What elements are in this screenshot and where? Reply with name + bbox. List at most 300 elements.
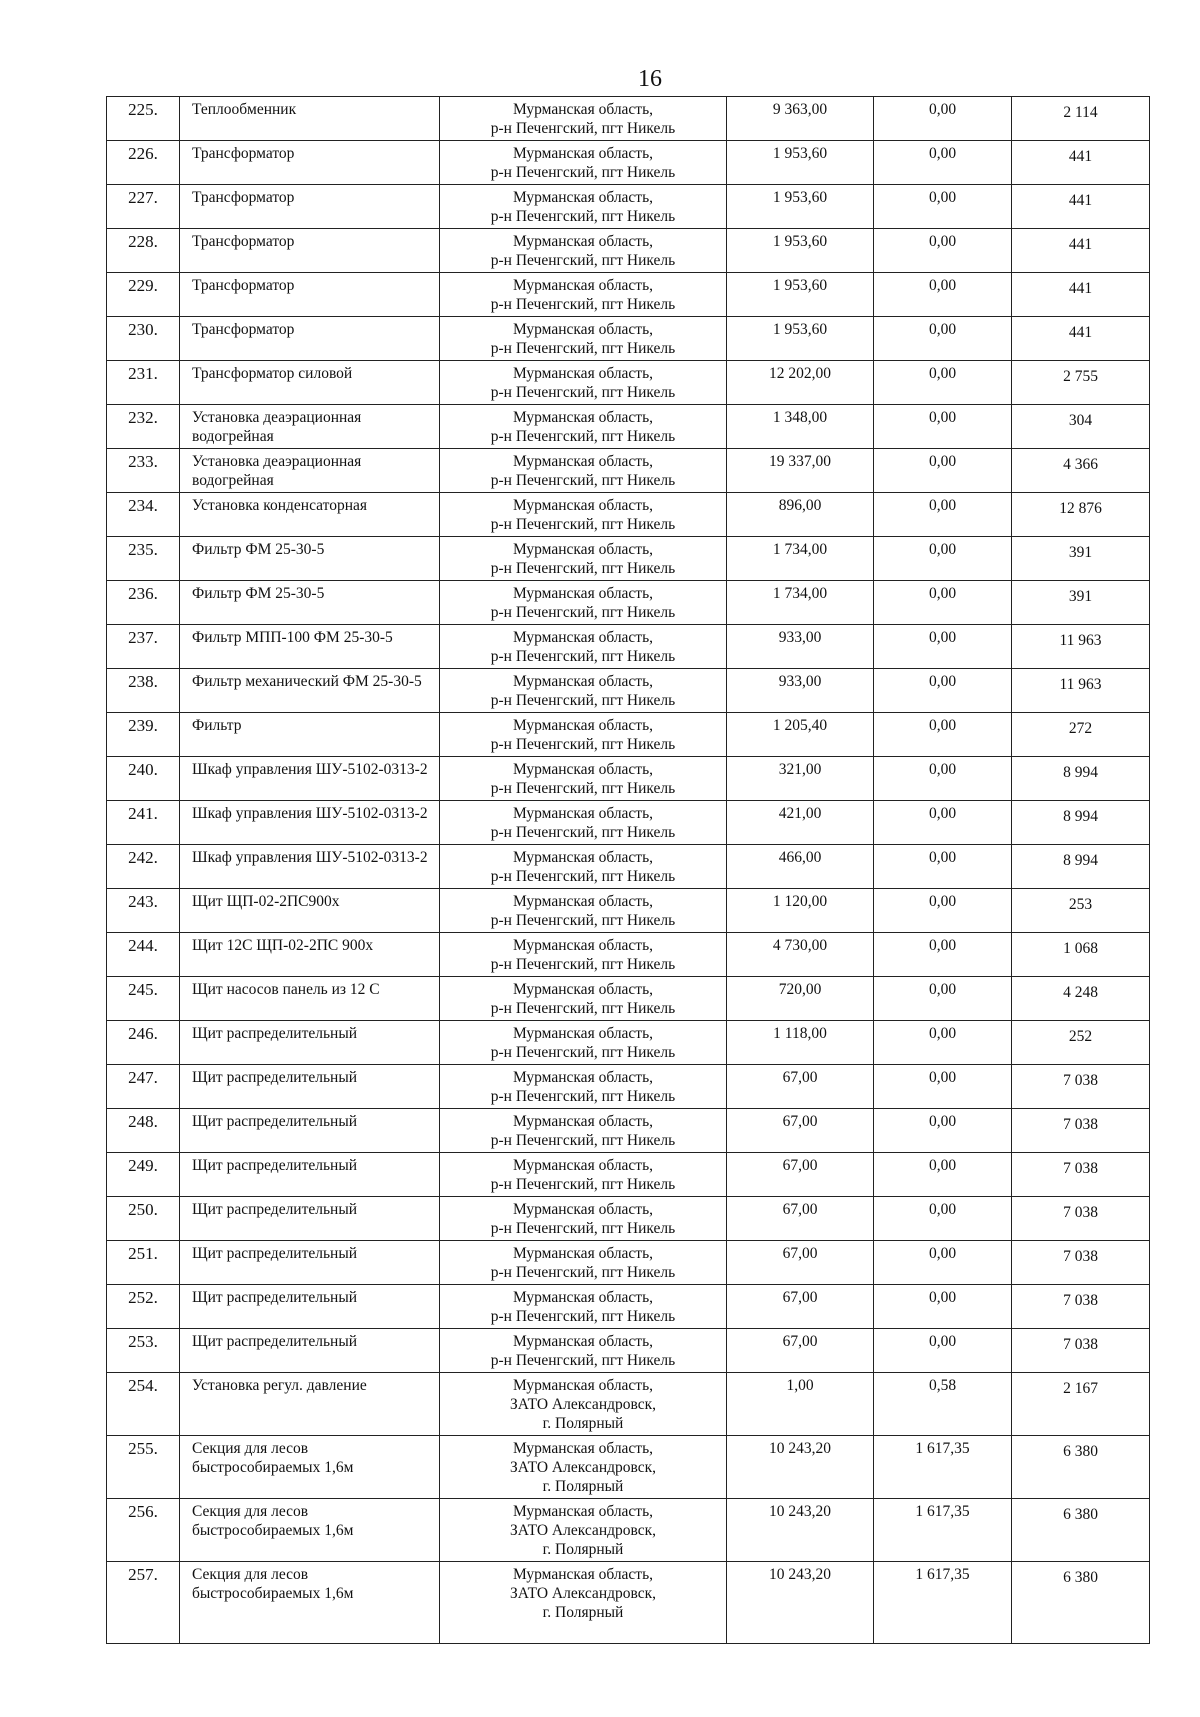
value-3: [1012, 713, 1150, 757]
address-line: Мурманская область,: [512, 1069, 654, 1086]
address-line: Мурманская область,: [512, 893, 654, 910]
item-name: Щит распределительный: [180, 1285, 440, 1329]
row-number: 257.: [107, 1562, 180, 1644]
address-line: р-н Печенгский, пгт Никель: [490, 868, 676, 885]
row-number: 237.: [107, 625, 180, 669]
item-name: Трансформатор: [180, 185, 440, 229]
address-line: Мурманская область,: [512, 1289, 654, 1306]
row-number: 245.: [107, 977, 180, 1021]
item-address: [440, 889, 727, 933]
row-number: 253.: [107, 1329, 180, 1373]
value-3: [1012, 1021, 1150, 1065]
value-2: 0,58: [874, 1373, 1012, 1436]
value-3: [1012, 493, 1150, 537]
value-1: 321,00: [727, 757, 874, 801]
value-2: 0,00: [874, 405, 1012, 449]
value-2: 0,00: [874, 317, 1012, 361]
address-line: р-н Печенгский, пгт Никель: [490, 648, 676, 665]
value-1: 1 953,60: [727, 273, 874, 317]
table-row: [107, 669, 1150, 713]
row-number: 250.: [107, 1197, 180, 1241]
item-address: [440, 1285, 727, 1329]
value-1: 896,00: [727, 493, 874, 537]
row-number: 241.: [107, 801, 180, 845]
row-number: 242.: [107, 845, 180, 889]
value-3: [1012, 1436, 1150, 1499]
table-row: [107, 1153, 1150, 1197]
page-number: 16: [638, 66, 662, 92]
item-address: [440, 141, 727, 185]
table-row: [107, 185, 1150, 229]
value-3: [1012, 581, 1150, 625]
table-row: [107, 97, 1150, 141]
value-3-text: 441: [1068, 236, 1093, 253]
table-row: [107, 1329, 1150, 1373]
address-line: Мурманская область,: [512, 1157, 654, 1174]
value-3-text: 253: [1068, 896, 1093, 913]
value-3: [1012, 1065, 1150, 1109]
value-3-text: 6 380: [1063, 1569, 1098, 1586]
row-number: 226.: [107, 141, 180, 185]
item-address: [440, 361, 727, 405]
value-3-text: 8 994: [1063, 852, 1098, 869]
item-name: Секция для лесов быстрособираемых 1,6м: [180, 1499, 440, 1562]
address-line: р-н Печенгский, пгт Никель: [490, 340, 676, 357]
value-3: [1012, 933, 1150, 977]
item-address: [440, 1197, 727, 1241]
value-1: 4 730,00: [727, 933, 874, 977]
address-line: Мурманская область,: [512, 673, 654, 690]
address-line: р-н Печенгский, пгт Никель: [490, 516, 676, 533]
address-line: г. Полярный: [542, 1604, 624, 1621]
table-row: [107, 537, 1150, 581]
item-name: Трансформатор: [180, 229, 440, 273]
value-3: [1012, 449, 1150, 493]
item-address: [440, 801, 727, 845]
row-number: 230.: [107, 317, 180, 361]
value-3: [1012, 1329, 1150, 1373]
address-line: Мурманская область,: [512, 761, 654, 778]
item-name: Щит распределительный: [180, 1329, 440, 1373]
value-1: 67,00: [727, 1197, 874, 1241]
table-row: [107, 1065, 1150, 1109]
value-2: 0,00: [874, 801, 1012, 845]
table-row: [107, 1373, 1150, 1436]
value-2: 0,00: [874, 1329, 1012, 1373]
address-line: г. Полярный: [542, 1478, 624, 1495]
item-address: [440, 537, 727, 581]
value-1: 1 205,40: [727, 713, 874, 757]
item-name: Теплообменник: [180, 97, 440, 141]
value-2: 0,00: [874, 1153, 1012, 1197]
item-address: [440, 1436, 727, 1499]
row-number: 239.: [107, 713, 180, 757]
table-row: [107, 273, 1150, 317]
value-2: 0,00: [874, 889, 1012, 933]
value-3: [1012, 625, 1150, 669]
address-line: ЗАТО Александровск,: [509, 1522, 657, 1539]
value-3-text: 1 068: [1063, 940, 1098, 957]
address-line: р-н Печенгский, пгт Никель: [490, 560, 676, 577]
row-number: 240.: [107, 757, 180, 801]
value-2: 0,00: [874, 669, 1012, 713]
item-address: [440, 405, 727, 449]
address-line: Мурманская область,: [512, 409, 654, 426]
address-line: р-н Печенгский, пгт Никель: [490, 956, 676, 973]
address-line: р-н Печенгский, пгт Никель: [490, 692, 676, 709]
table-row: [107, 1436, 1150, 1499]
table-row: [107, 1109, 1150, 1153]
address-line: Мурманская область,: [512, 1503, 654, 1520]
value-2: 0,00: [874, 977, 1012, 1021]
row-number: 234.: [107, 493, 180, 537]
row-number: 249.: [107, 1153, 180, 1197]
row-number: 243.: [107, 889, 180, 933]
table-row: [107, 801, 1150, 845]
table-row: [107, 713, 1150, 757]
item-name: Фильтр механический ФМ 25-30-5: [180, 669, 440, 713]
row-number: 252.: [107, 1285, 180, 1329]
value-3-text: 252: [1068, 1028, 1093, 1045]
value-1: 10 243,20: [727, 1499, 874, 1562]
table-row: [107, 1241, 1150, 1285]
value-2: 0,00: [874, 493, 1012, 537]
value-3-text: 441: [1068, 192, 1093, 209]
address-line: Мурманская область,: [512, 541, 654, 558]
item-name: Установка деаэрационная водогрейная: [180, 449, 440, 493]
row-number: 233.: [107, 449, 180, 493]
address-line: р-н Печенгский, пгт Никель: [490, 1264, 676, 1281]
item-address: [440, 669, 727, 713]
value-3-text: 7 038: [1063, 1160, 1098, 1177]
table-row: [107, 889, 1150, 933]
value-3: [1012, 317, 1150, 361]
value-3: [1012, 229, 1150, 273]
item-address: [440, 1241, 727, 1285]
address-line: р-н Печенгский, пгт Никель: [490, 1044, 676, 1061]
item-address: [440, 229, 727, 273]
address-line: г. Полярный: [542, 1541, 624, 1558]
value-3-text: 441: [1068, 324, 1093, 341]
address-line: р-н Печенгский, пгт Никель: [490, 252, 676, 269]
value-1: 1 953,60: [727, 229, 874, 273]
address-line: Мурманская область,: [512, 585, 654, 602]
item-address: [440, 581, 727, 625]
item-address: [440, 1562, 727, 1644]
value-2: 0,00: [874, 229, 1012, 273]
address-line: Мурманская область,: [512, 1113, 654, 1130]
value-3-text: 441: [1068, 148, 1093, 165]
row-number: 238.: [107, 669, 180, 713]
address-line: р-н Печенгский, пгт Никель: [490, 824, 676, 841]
value-3-text: 7 038: [1063, 1248, 1098, 1265]
value-1: 10 243,20: [727, 1562, 874, 1644]
row-number: 247.: [107, 1065, 180, 1109]
item-address: [440, 1021, 727, 1065]
address-line: Мурманская область,: [512, 629, 654, 646]
value-3: [1012, 141, 1150, 185]
item-name: Щит распределительный: [180, 1021, 440, 1065]
value-2: 0,00: [874, 1065, 1012, 1109]
value-2: 0,00: [874, 845, 1012, 889]
value-1: 1,00: [727, 1373, 874, 1436]
address-line: Мурманская область,: [512, 1377, 654, 1394]
address-line: р-н Печенгский, пгт Никель: [490, 208, 676, 225]
value-3: [1012, 889, 1150, 933]
value-3: [1012, 757, 1150, 801]
item-name: Трансформатор силовой: [180, 361, 440, 405]
value-3-text: 7 038: [1063, 1204, 1098, 1221]
value-3-text: 2 114: [1063, 104, 1098, 121]
value-2: 0,00: [874, 757, 1012, 801]
value-1: 933,00: [727, 625, 874, 669]
value-1: 1 120,00: [727, 889, 874, 933]
value-3-text: 7 038: [1063, 1292, 1098, 1309]
address-line: р-н Печенгский, пгт Никель: [490, 1088, 676, 1105]
value-2: 0,00: [874, 1197, 1012, 1241]
value-2: 0,00: [874, 537, 1012, 581]
item-name: Трансформатор: [180, 273, 440, 317]
value-3: [1012, 405, 1150, 449]
address-line: Мурманская область,: [512, 981, 654, 998]
value-1: 67,00: [727, 1065, 874, 1109]
table-row: [107, 625, 1150, 669]
item-address: [440, 933, 727, 977]
table-row: [107, 1285, 1150, 1329]
value-1: 1 734,00: [727, 581, 874, 625]
value-3-text: 12 876: [1059, 500, 1102, 517]
address-line: р-н Печенгский, пгт Никель: [490, 604, 676, 621]
value-3-text: 2 167: [1063, 1380, 1098, 1397]
address-line: Мурманская область,: [512, 497, 654, 514]
address-line: г. Полярный: [542, 1415, 624, 1432]
value-2: 0,00: [874, 97, 1012, 141]
address-line: Мурманская область,: [512, 1025, 654, 1042]
value-3: [1012, 1153, 1150, 1197]
value-1: 1 953,60: [727, 317, 874, 361]
value-1: 67,00: [727, 1329, 874, 1373]
value-2: 0,00: [874, 141, 1012, 185]
address-line: р-н Печенгский, пгт Никель: [490, 912, 676, 929]
value-3: [1012, 1241, 1150, 1285]
value-1: 933,00: [727, 669, 874, 713]
row-number: 229.: [107, 273, 180, 317]
item-address: [440, 97, 727, 141]
item-address: [440, 1373, 727, 1436]
item-name: Шкаф управления ШУ-5102-0313-2: [180, 845, 440, 889]
address-line: р-н Печенгский, пгт Никель: [490, 1000, 676, 1017]
value-2: 0,00: [874, 581, 1012, 625]
value-2: 1 617,35: [874, 1562, 1012, 1644]
address-line: р-н Печенгский, пгт Никель: [490, 1308, 676, 1325]
row-number: 255.: [107, 1436, 180, 1499]
row-number: 228.: [107, 229, 180, 273]
value-3: [1012, 801, 1150, 845]
row-number: 235.: [107, 537, 180, 581]
row-number: 246.: [107, 1021, 180, 1065]
value-3-text: 6 380: [1063, 1443, 1098, 1460]
item-address: [440, 1109, 727, 1153]
table-row: [107, 845, 1150, 889]
table-row: [107, 449, 1150, 493]
value-2: 1 617,35: [874, 1499, 1012, 1562]
value-3-text: 7 038: [1063, 1336, 1098, 1353]
value-3-text: 441: [1068, 280, 1093, 297]
row-number: 236.: [107, 581, 180, 625]
value-2: 0,00: [874, 1241, 1012, 1285]
value-3: [1012, 537, 1150, 581]
row-number: 232.: [107, 405, 180, 449]
item-address: [440, 977, 727, 1021]
value-3-text: 6 380: [1063, 1506, 1098, 1523]
value-3: [1012, 1562, 1150, 1644]
value-1: 12 202,00: [727, 361, 874, 405]
item-name: Установка регул. давление: [180, 1373, 440, 1436]
address-line: Мурманская область,: [512, 321, 654, 338]
address-line: р-н Печенгский, пгт Никель: [490, 120, 676, 137]
item-name: Секция для лесов быстрособираемых 1,6м: [180, 1562, 440, 1644]
value-1: 466,00: [727, 845, 874, 889]
value-3: [1012, 1499, 1150, 1562]
value-3: [1012, 669, 1150, 713]
value-1: 10 243,20: [727, 1436, 874, 1499]
value-3-text: 4 248: [1063, 984, 1098, 1001]
value-3-text: 7 038: [1063, 1116, 1098, 1133]
value-3-text: 7 038: [1063, 1072, 1098, 1089]
value-3: [1012, 1285, 1150, 1329]
item-name: Щит распределительный: [180, 1197, 440, 1241]
table-row: [107, 1021, 1150, 1065]
address-line: Мурманская область,: [512, 101, 654, 118]
row-number: 254.: [107, 1373, 180, 1436]
row-number: 248.: [107, 1109, 180, 1153]
value-2: 1 617,35: [874, 1436, 1012, 1499]
value-1: 67,00: [727, 1153, 874, 1197]
table-row: [107, 1197, 1150, 1241]
address-line: Мурманская область,: [512, 937, 654, 954]
address-line: р-н Печенгский, пгт Никель: [490, 1352, 676, 1369]
table-row: [107, 933, 1150, 977]
item-address: [440, 1065, 727, 1109]
address-line: Мурманская область,: [512, 453, 654, 470]
value-3-text: 391: [1068, 544, 1093, 561]
item-name: Трансформатор: [180, 141, 440, 185]
item-name: Трансформатор: [180, 317, 440, 361]
item-name: Секция для лесов быстрособираемых 1,6м: [180, 1436, 440, 1499]
table-body: [107, 97, 1150, 1644]
address-line: р-н Печенгский, пгт Никель: [490, 384, 676, 401]
row-number: 227.: [107, 185, 180, 229]
address-line: Мурманская область,: [512, 145, 654, 162]
row-number: 231.: [107, 361, 180, 405]
value-3: [1012, 1197, 1150, 1241]
item-name: Фильтр МПП-100 ФМ 25-30-5: [180, 625, 440, 669]
value-3: [1012, 1109, 1150, 1153]
item-address: [440, 449, 727, 493]
item-name: Фильтр: [180, 713, 440, 757]
value-1: 1 953,60: [727, 141, 874, 185]
table-row: [107, 977, 1150, 1021]
value-1: 720,00: [727, 977, 874, 1021]
address-line: Мурманская область,: [512, 1201, 654, 1218]
address-line: ЗАТО Александровск,: [509, 1459, 657, 1476]
table-row: [107, 405, 1150, 449]
item-name: Установка деаэрационная водогрейная: [180, 405, 440, 449]
item-name: Щит распределительный: [180, 1109, 440, 1153]
address-line: р-н Печенгский, пгт Никель: [490, 296, 676, 313]
address-line: р-н Печенгский, пгт Никель: [490, 736, 676, 753]
value-1: 421,00: [727, 801, 874, 845]
address-line: р-н Печенгский, пгт Никель: [490, 1132, 676, 1149]
table-row: [107, 757, 1150, 801]
item-name: Щит насосов панель из 12 С: [180, 977, 440, 1021]
row-number: 251.: [107, 1241, 180, 1285]
table-row: [107, 1499, 1150, 1562]
item-address: [440, 625, 727, 669]
table-row: [107, 361, 1150, 405]
table-row: [107, 229, 1150, 273]
address-line: р-н Печенгский, пгт Никель: [490, 164, 676, 181]
item-address: [440, 845, 727, 889]
value-1: 67,00: [727, 1109, 874, 1153]
item-name: Щит ЩП-02-2ПС900х: [180, 889, 440, 933]
address-line: р-н Печенгский, пгт Никель: [490, 428, 676, 445]
address-line: Мурманская область,: [512, 1440, 654, 1457]
value-2: 0,00: [874, 1021, 1012, 1065]
address-line: Мурманская область,: [512, 233, 654, 250]
address-line: Мурманская область,: [512, 189, 654, 206]
value-3-text: 11 963: [1059, 632, 1102, 649]
value-3-text: 8 994: [1063, 764, 1098, 781]
value-3: [1012, 977, 1150, 1021]
item-address: [440, 713, 727, 757]
row-number: 244.: [107, 933, 180, 977]
value-3: [1012, 273, 1150, 317]
item-name: Шкаф управления ШУ-5102-0313-2: [180, 801, 440, 845]
item-address: [440, 1329, 727, 1373]
value-1: 19 337,00: [727, 449, 874, 493]
item-name: Щит распределительный: [180, 1065, 440, 1109]
value-2: 0,00: [874, 1109, 1012, 1153]
value-3: [1012, 845, 1150, 889]
inventory-table: [106, 96, 1150, 1644]
address-line: р-н Печенгский, пгт Никель: [490, 1220, 676, 1237]
item-address: [440, 317, 727, 361]
value-3: [1012, 1373, 1150, 1436]
address-line: ЗАТО Александровск,: [509, 1396, 657, 1413]
table-row: [107, 141, 1150, 185]
address-line: р-н Печенгский, пгт Никель: [490, 472, 676, 489]
item-address: [440, 757, 727, 801]
value-2: 0,00: [874, 273, 1012, 317]
item-name: Щит распределительный: [180, 1241, 440, 1285]
address-line: р-н Печенгский, пгт Никель: [490, 1176, 676, 1193]
value-1: 1 953,60: [727, 185, 874, 229]
value-1: 1 118,00: [727, 1021, 874, 1065]
item-name: Щит 12С ЩП-02-2ПС 900х: [180, 933, 440, 977]
address-line: Мурманская область,: [512, 365, 654, 382]
item-address: [440, 493, 727, 537]
value-3-text: 304: [1068, 412, 1093, 429]
item-name: Фильтр ФМ 25-30-5: [180, 537, 440, 581]
item-name: Щит распределительный: [180, 1153, 440, 1197]
value-2: 0,00: [874, 1285, 1012, 1329]
address-line: Мурманская область,: [512, 277, 654, 294]
value-3-text: 391: [1068, 588, 1093, 605]
value-1: 67,00: [727, 1285, 874, 1329]
address-line: Мурманская область,: [512, 717, 654, 734]
value-3-text: 11 963: [1059, 676, 1102, 693]
